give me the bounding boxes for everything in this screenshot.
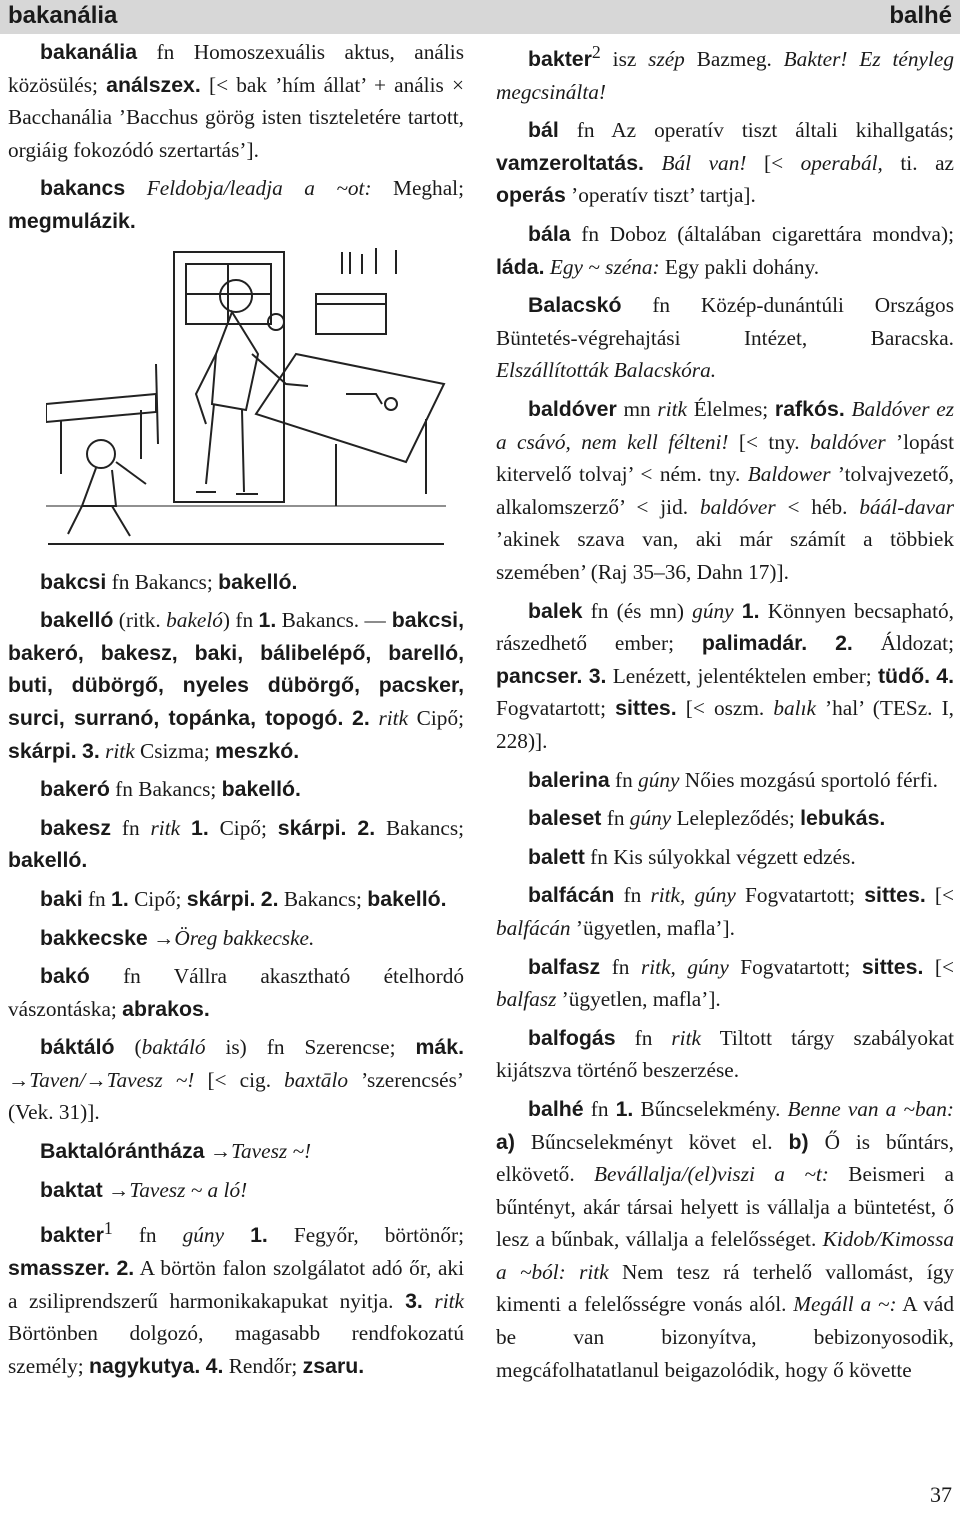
text: Egy pakli dohány. <box>659 254 820 279</box>
sense-number: 2. <box>352 705 370 730</box>
text: Ő is bűntárs, elkövető. <box>496 1129 954 1187</box>
text: Nőies mozgású sportoló férfi. <box>679 767 938 792</box>
text: [< <box>923 954 955 979</box>
text: Áldozat; <box>852 631 954 656</box>
synonym: análszex. <box>106 72 201 97</box>
headword: bakancs <box>40 176 126 201</box>
etymon: Baldower <box>747 462 831 487</box>
headword: bakcsi <box>40 569 107 594</box>
sub-sense: b) <box>788 1129 809 1154</box>
entry-balfogas <box>496 1022 954 1087</box>
text: Cipő; <box>128 886 187 911</box>
entry-bakter-1 <box>8 1212 464 1382</box>
sense-number: 1. <box>190 815 209 840</box>
etymon: baldóver <box>809 429 886 454</box>
text: fn Az operatív tiszt általi kihallgatás; <box>558 118 954 143</box>
synonym: meszkó. <box>215 738 300 763</box>
text: fn <box>82 886 112 911</box>
usage-label: ritk, gúny <box>650 883 736 908</box>
synonym: nagykutya. <box>89 1353 201 1378</box>
text <box>343 706 352 730</box>
text: Rendőr; <box>223 1353 303 1378</box>
text: Nem tesz rá terhelő vallomást, így kimenti a felelősségre vonás alól. <box>496 1259 954 1317</box>
synonym: bakelló. <box>367 886 447 911</box>
usage-label: gúny <box>692 598 734 623</box>
synonym: smasszer. <box>8 1255 110 1280</box>
synonym: sittes. <box>861 954 924 979</box>
sense-number: 1. <box>258 608 277 633</box>
text: Fegyőr, börtönőr; <box>267 1223 464 1248</box>
etymon: balık <box>773 696 816 721</box>
synonym: bakelló. <box>8 848 88 873</box>
synonym: bakelló. <box>218 569 298 594</box>
text: Beismeri a bűntényt, akár társai helyett is vállalja a büntetést, ő lesz a bűnbak, vállalja a felelősséget. <box>496 1162 954 1252</box>
usage-label: ritk <box>150 815 181 840</box>
entry-balacsko <box>496 289 954 387</box>
usage-label: ritk, gúny <box>640 954 729 979</box>
text: ) fn <box>222 608 259 633</box>
entry-baleset <box>496 802 954 835</box>
cross-ref-arrow: → <box>85 1067 107 1092</box>
sense-number: 3. <box>82 738 100 763</box>
entry-bakero <box>8 773 464 806</box>
cross-ref-arrow: → <box>8 1067 30 1092</box>
entry-baktalo <box>8 1031 464 1129</box>
headword: baleset <box>528 806 602 831</box>
synonym: palimadár. <box>701 631 808 656</box>
synonym: lebukás. <box>800 806 886 831</box>
synonym: rafkós. <box>774 397 845 422</box>
text: [< tny. <box>728 429 810 454</box>
phrase: Bevállalja/(el)viszi a ~t: <box>594 1162 829 1187</box>
running-header-right: balhé <box>889 2 952 29</box>
entry-baki <box>8 883 464 916</box>
etymon: operabál, <box>800 150 883 175</box>
entry-bako <box>8 960 464 1025</box>
synonym: sittes. <box>615 696 677 721</box>
text: Fogvatartott; <box>735 883 865 908</box>
text: Fogvatartott; <box>728 954 862 979</box>
text: [< <box>925 883 955 908</box>
definition: fn Bakancs; <box>106 569 219 594</box>
synonym: skárpi. <box>8 738 77 763</box>
synonym: zsaru. <box>302 1353 365 1378</box>
etymology: [< bak ’hím állat’ + anális × Bacchanália ’Bacchus görög isten tiszteletére tartott, orgiáig fokozódó szertartás’]. <box>8 72 464 162</box>
headword: balfácán <box>528 883 615 908</box>
phrase: Feldobja/leadja a ~ot: <box>125 176 372 201</box>
headword: baki <box>40 886 83 911</box>
definition: fn Homoszexuális aktus, anális közösülés; <box>8 40 464 97</box>
headword: bakelló <box>40 608 114 633</box>
text: A vád be van bizonyítva, bebizonyosodik, megcáfolhatatlanul beigazolódik, hogy ő követte <box>496 1292 954 1382</box>
text: fn <box>601 806 630 831</box>
headword: bakanália <box>40 40 138 64</box>
text: Könnyen becsapható, rászedhető ember; <box>496 598 954 656</box>
text: ’akinek szava van, aki már számít a többiek szemében’ (Raj 35–36, Dahn 17)]. <box>496 527 954 584</box>
example: Elszállították Balacskóra. <box>496 358 717 383</box>
text <box>346 816 357 840</box>
text: isz <box>600 47 649 72</box>
text: ( <box>114 1035 142 1060</box>
text: fn <box>609 767 639 792</box>
entry-balfasz <box>496 951 954 1016</box>
synonym: tüdő. <box>877 663 930 688</box>
phrase: Egy ~ széna: <box>544 254 660 279</box>
text: Bakancs. — <box>276 608 386 633</box>
text: fn Doboz (általában cigarettára mondva); <box>570 222 954 247</box>
sense-number: 2. <box>357 815 376 840</box>
text: Bakancs; <box>278 886 368 911</box>
text: Cipő; <box>208 815 278 840</box>
synonym: bakelló. <box>221 777 301 802</box>
text: Bűncselekmény. <box>633 1096 788 1121</box>
usage-label: gúny <box>638 767 680 792</box>
cross-ref-arrow: → <box>204 1139 232 1164</box>
cartoon-drawing <box>46 244 446 562</box>
synonym: sittes. <box>864 883 926 908</box>
entry-balek <box>496 595 954 758</box>
headword: bakkecske <box>40 925 148 950</box>
sub-sense: a) <box>496 1129 515 1154</box>
entry-balhe <box>496 1093 954 1386</box>
headword: Baktalórántháza <box>40 1139 205 1164</box>
text: ’operatív tiszt’ tartja]. <box>565 183 756 208</box>
text: < héb. <box>775 494 860 519</box>
cross-reference: Tavesz ~! <box>106 1067 195 1092</box>
synonym: skárpi. <box>277 815 347 840</box>
page-number: 37 <box>930 1482 952 1507</box>
cartoon-illustration <box>46 244 446 562</box>
running-header-bar <box>0 0 960 34</box>
entry-bakesz <box>8 812 464 877</box>
phrase: Benne van a ~ban: <box>787 1096 954 1121</box>
synonym: operás <box>496 183 566 208</box>
text: fn <box>614 883 651 908</box>
synonym-list: bakcsi, bakeró, bakesz, baki, bálibelépő, barelló, buti, dübörgő, nyeles dübörgő, pacsker, surci, surranó, topánka, topogó. <box>8 608 465 730</box>
variant: bakeló <box>166 608 223 633</box>
text <box>644 151 662 175</box>
example: Baldóver ez a csávó, nem kell félteni! <box>496 397 954 454</box>
text: Börtönben dolgozó, magasabb rendfokozatú személy; <box>8 1321 464 1378</box>
text: [< cig. <box>194 1067 285 1092</box>
text: is) fn Szerencse; <box>205 1035 416 1060</box>
text: ’tolvajvezető, alkalomszerző’ < jid. <box>496 462 955 519</box>
text <box>224 1223 250 1247</box>
text <box>734 599 742 623</box>
sense-number: 1. <box>615 1096 634 1121</box>
text: ’ügyetlen, mafla’]. <box>556 987 721 1012</box>
text: Bűncselekményt követ el. <box>514 1129 789 1154</box>
cross-reference: Tavesz ~! <box>231 1139 312 1164</box>
headword: balhé <box>528 1096 584 1121</box>
text: ’szerencsés’ (Vek. 31)]. <box>8 1067 464 1125</box>
headword: baldóver <box>528 397 617 422</box>
text: ’lopást kitervelő tolvaj’ < ném. tny. <box>496 429 955 487</box>
entry-bakanalia <box>8 36 464 166</box>
sense-number: 2. <box>260 886 279 911</box>
text: Bakancs; <box>375 815 465 840</box>
text: mn <box>616 397 658 422</box>
text: ’ügyetlen, mafla’]. <box>570 915 735 940</box>
variant: baktáló <box>141 1035 206 1060</box>
phrase: Megáll a ~: <box>793 1292 897 1317</box>
text <box>180 816 191 840</box>
headword: balett <box>528 844 585 869</box>
example: Bakter! Ez tényleg megcsinálta! <box>496 47 955 104</box>
text: fn Közép-dunántúli Országos Büntetés-végrehajtási Intézet, Baracska. <box>496 293 954 350</box>
sense-number: 3. <box>405 1288 423 1313</box>
phrase: Kidob/Kimossa a ~ból: ritk <box>496 1227 954 1284</box>
usage-label: ritk <box>99 738 135 763</box>
entry-baktaloranthaza <box>8 1135 464 1168</box>
text: Fogvatartott; <box>496 696 616 721</box>
headword: bakeró <box>40 777 110 802</box>
headword: bakó <box>40 964 90 989</box>
sense-number: 1. <box>250 1223 268 1248</box>
text: [< oszm. <box>676 696 774 721</box>
etymon: balfácán <box>496 915 571 940</box>
text: ti. az <box>882 150 954 175</box>
text: fn <box>600 954 641 979</box>
etymon: báál-davar <box>859 494 954 519</box>
headword: balek <box>528 598 583 623</box>
left-column <box>8 36 464 1388</box>
headword: bakter <box>40 1223 104 1248</box>
usage-label: ritk <box>671 1025 701 1050</box>
text: ’hal’ (TESz. I, 228)]. <box>496 696 954 753</box>
headword: baktat <box>40 1177 103 1202</box>
synonym: pancser. <box>496 663 583 688</box>
text: Cipő; <box>408 705 465 730</box>
entry-bala <box>496 218 954 283</box>
headword: bakesz <box>40 815 112 840</box>
sense-number: 4. <box>205 1353 224 1378</box>
headword: balfogás <box>528 1025 616 1050</box>
usage-label: gúny <box>182 1223 225 1248</box>
text: Csizma; <box>134 738 216 763</box>
etymon: baxtālo <box>284 1067 349 1092</box>
text <box>807 631 835 655</box>
entry-bakello <box>8 604 464 767</box>
usage-label: ritk <box>657 397 687 422</box>
cross-reference: Tavesz ~ a ló! <box>129 1177 248 1202</box>
headword: balfasz <box>528 954 601 979</box>
entry-bakancs <box>8 172 464 237</box>
usage-label: ritk <box>422 1288 464 1313</box>
synonym: láda. <box>496 254 545 279</box>
definition: fn Vállra akasztható ételhordó vászontáska; <box>8 964 464 1021</box>
text: fn <box>111 815 151 840</box>
entry-bakcsi <box>8 566 464 599</box>
sense-number: 3. <box>588 663 607 688</box>
sense-number: 1. <box>111 886 129 911</box>
synonym: vamzeroltatás. <box>496 150 644 175</box>
entry-balerina <box>496 764 954 797</box>
headword: bakter <box>528 47 592 72</box>
etymon: balfasz <box>496 987 557 1012</box>
cross-reference: Öreg bakkecske. <box>174 925 315 950</box>
entry-baktat <box>8 1174 464 1207</box>
entry-baldover <box>496 393 954 589</box>
usage-label: gúny <box>629 806 672 831</box>
text: Lenézett, jelentéktelen ember; <box>606 663 878 688</box>
headword: bála <box>528 222 571 247</box>
synonym: mák. <box>415 1035 464 1060</box>
text: fn <box>112 1223 183 1248</box>
text: Lelepleződés; <box>671 806 801 831</box>
text: fn (és mn) <box>582 598 693 623</box>
text: fn <box>615 1025 672 1050</box>
usage-label: ritk <box>369 705 409 730</box>
entry-bakter-2 <box>496 36 954 108</box>
running-header-left: bakanália <box>8 2 118 29</box>
text: fn Kis súlyokkal végzett edzés. <box>584 844 856 869</box>
synonym: abrakos. <box>122 996 210 1021</box>
text: fn <box>583 1096 616 1121</box>
homonym-index: 1 <box>103 1218 113 1239</box>
cross-ref-arrow: → <box>147 925 175 950</box>
definition: Meghal; <box>371 176 464 201</box>
headword: Balacskó <box>528 293 622 318</box>
sense-number: 1. <box>741 598 760 623</box>
cross-ref-arrow: → <box>102 1177 130 1202</box>
synonym: megmulázik. <box>8 208 136 233</box>
usage-label: szép <box>648 47 685 72</box>
example: Bál van! <box>661 150 747 175</box>
text: Bazmeg. <box>684 47 784 72</box>
text: [< <box>746 150 801 175</box>
sense-number: 4. <box>936 663 955 688</box>
entry-balfacan <box>496 879 954 944</box>
etymon: baldóver <box>699 494 776 519</box>
text: A börtön falon szolgálatot adó őr, aki a zsiliprendszerű harmonikakapukat nyitja. <box>8 1255 464 1313</box>
entry-bakkecske <box>8 922 464 955</box>
headword: balerina <box>528 767 610 792</box>
entry-balett <box>496 841 954 874</box>
cross-reference: Taven/ <box>29 1067 86 1092</box>
right-column <box>496 36 954 1392</box>
text: Élelmes; <box>686 397 775 422</box>
text: Tiltott tárgy szabályokat kijátszva történő beszerzése. <box>496 1025 954 1083</box>
sense-number: 2. <box>835 631 853 656</box>
synonym: skárpi. <box>186 886 256 911</box>
definition: fn Bakancs; <box>109 777 222 802</box>
headword: bál <box>528 118 559 143</box>
sense-number: 2. <box>116 1255 135 1280</box>
headword: báktáló <box>40 1035 115 1060</box>
entry-bal <box>496 114 954 212</box>
text: (ritk. <box>113 608 167 633</box>
homonym-index: 2 <box>591 42 601 62</box>
